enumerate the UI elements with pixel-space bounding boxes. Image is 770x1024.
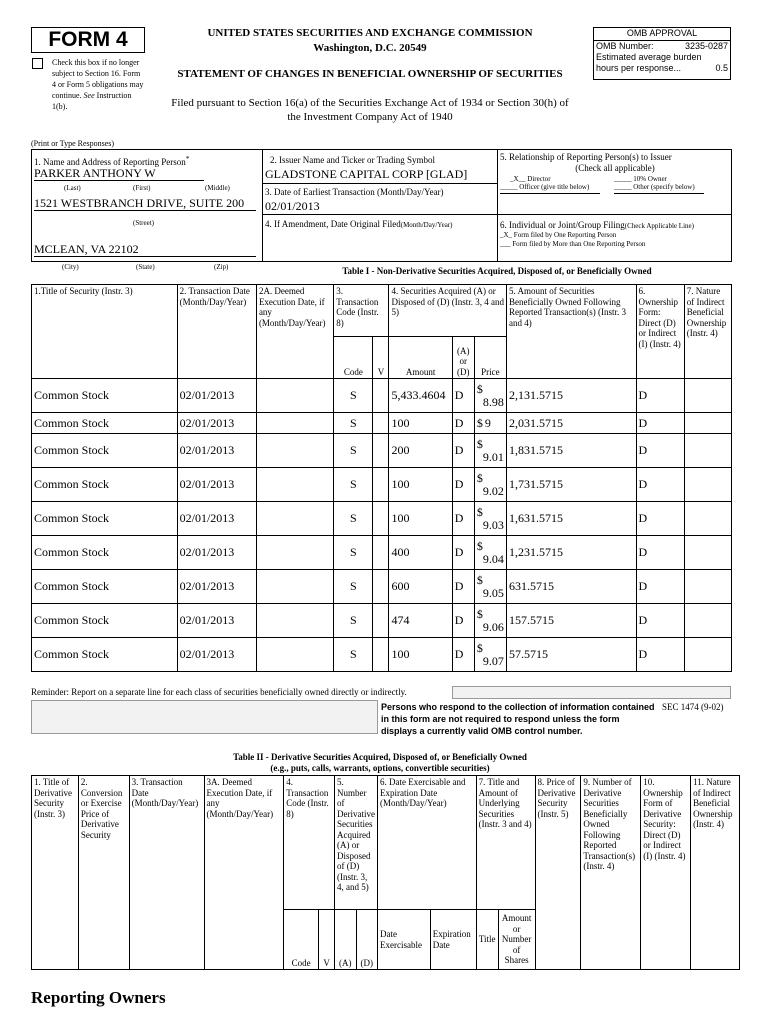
table2-sub-v: V [319,910,335,970]
city-label: (City) [62,263,79,271]
table1-cell-amount: 100 [389,502,452,536]
table1-cell-amount: 400 [389,536,452,570]
table1-cell-date: 02/01/2013 [177,638,256,672]
table2-h8: 8. Price of Derivative Security (Instr. 5) [535,776,581,970]
table1-cell-form: D [636,379,684,413]
table1-cell-owned: 1,831.5715 [506,434,636,468]
table2-sub-a: (A) [335,910,356,970]
table1-cell-deemed [256,502,333,536]
table1-cell-deemed [256,434,333,468]
table1-row [32,468,732,502]
table1-body [32,379,732,672]
table1-cell-code: S [334,413,373,434]
table1-cell-title: Common Stock [32,413,178,434]
table1-cell-nature [684,379,731,413]
omb-number-label: OMB Number: [596,41,654,51]
relationship-other[interactable]: _____ Other (specify below) [614,183,695,191]
table1-cell-v [373,379,389,413]
table1-row [32,604,732,638]
table1-cell-owned: 157.5715 [506,604,636,638]
table1-cell-form: D [636,434,684,468]
table1-cell-owned: 57.5715 [506,638,636,672]
omb-number-row [594,41,730,52]
table1-cell-date: 02/01/2013 [177,413,256,434]
table1-cell-nature [684,434,731,468]
table1-cell-owned: 2,131.5715 [506,379,636,413]
earliest-date-value: 02/01/2013 [265,199,320,213]
divider [262,214,732,215]
divider [497,149,498,262]
table1-cell-form: D [636,468,684,502]
table2-header-row [32,776,740,910]
table1-cell-nature [684,502,731,536]
table2-h3a: 3A. Deemed Execution Date, if any (Month/Day/Year) [204,776,284,970]
table1-price-symbol: $ [476,640,483,655]
omb-burden-label: Estimated average burden [596,52,702,62]
persons-notice: Persons who respond to the collection of information contained in this form are not required to respond unless the form displays a currently valid OMB control number. [381,702,655,736]
omb-approval-box [593,27,731,80]
form-title: FORM 4 [48,28,128,51]
table1-cell-form: D [636,536,684,570]
table1-cell-v [373,570,389,604]
table1-cell-v [373,638,389,672]
table1-row [32,570,732,604]
notice-field [31,700,378,734]
table1-cell-title: Common Stock [32,536,178,570]
table1-cell-amount: 100 [389,413,452,434]
table1-cell-nature [684,536,731,570]
table2-h6: 6. Date Exercisable and Expiration Date (Month/Day/Year) [378,776,477,910]
table1-cell-form: D [636,604,684,638]
table1-cell-owned: 631.5715 [506,570,636,604]
table1-cell-form: D [636,413,684,434]
table1-price-value: 9.03 [482,517,504,532]
omb-hours-row [594,63,730,74]
table1-cell-ad: D [452,570,474,604]
table1-cell-ad: D [452,468,474,502]
commission-location: Washington, D.C. 20549 [313,42,427,54]
table1-cell-code: S [334,434,373,468]
table1-cell-ad: D [452,502,474,536]
table1-row [32,638,732,672]
table1-price-symbol: $ [476,381,483,396]
individual-filing-one[interactable]: _X_ Form filed by One Reporting Person [500,231,617,239]
table1-cell-price [474,413,506,434]
table1-cell-code: S [334,638,373,672]
individual-filing-label-text: 6. Individual or Joint/Group Filing [500,220,625,230]
table1-cell-code: S [334,468,373,502]
table1-cell-amount: 474 [389,604,452,638]
table1-cell-nature [684,570,731,604]
table1-price-symbol: $ [476,504,483,519]
table1-price-value: 9 [484,415,491,430]
table1-price-symbol: $ [476,436,483,451]
no-longer-subject-checkbox[interactable] [32,58,43,69]
table1-cell-owned: 1,631.5715 [506,502,636,536]
last-label: (Last) [64,184,81,192]
table1-h2a: 2A. Deemed Execution Date, if any (Month/Day/Year) [256,285,333,379]
issuer-value: GLADSTONE CAPITAL CORP [GLAD] [265,167,468,181]
table1-cell-deemed [256,413,333,434]
table1-h5: 5. Amount of Securities Beneficially Owned Following Reported Transaction(s) (Instr. 3 and 4) [506,285,636,379]
middle-label: (Middle) [205,184,230,192]
relationship-sub: (Check all applicable) [575,163,655,173]
table1-sub-v: V [373,337,389,379]
table1-cell-v [373,604,389,638]
table1-cell-v [373,468,389,502]
table1-cell-ad: D [452,604,474,638]
table1-sub-code: Code [334,337,373,379]
table1-cell-form: D [636,638,684,672]
table2-h4: 4. Transaction Code (Instr. 8) [284,776,335,910]
zip-label: (Zip) [214,263,229,271]
table1-cell-price [474,536,506,570]
table1-cell-nature [684,638,731,672]
table1-cell-price [474,434,506,468]
table1-row [32,413,732,434]
table2-h7: 7. Title and Amount of Underlying Securities (Instr. 3 and 4) [476,776,535,910]
amendment-sub: (Month/Day/Year) [400,221,453,229]
table2-sub-d: (D) [356,910,378,970]
table1-price-value: 9.06 [482,619,504,634]
table1-cell-code: S [334,570,373,604]
reporting-name-mark: * [185,154,190,163]
relationship-director[interactable]: _X__ Director [510,175,551,183]
table1-header-row [32,285,732,337]
relationship-owner[interactable]: _____ 10% Owner [614,175,667,183]
omb-title: OMB APPROVAL [594,28,730,41]
table1-cell-amount: 5,433.4604 [389,379,452,413]
table1-price-value: 8.98 [482,394,504,409]
table2-sub-amount: Amount or Number of Shares [498,910,535,970]
table1-cell-price [474,570,506,604]
table1-price-symbol: $ [476,470,483,485]
table1-h2: 2. Transaction Date (Month/Day/Year) [177,285,256,379]
table2-h3: 3. Transaction Date (Month/Day/Year) [129,776,204,970]
relationship-label: 5. Relationship of Reporting Person(s) to Issuer [500,152,672,162]
table1-cell-v [373,434,389,468]
individual-filing-more[interactable]: ___ Form filed by More than One Reporting Person [500,240,646,248]
street-value: 1521 WESTBRANCH DRIVE, SUITE 200 [34,196,256,211]
table1-price-value: 9.07 [482,653,504,668]
omb-hours-label: hours per response... [596,63,682,73]
statement-title: STATEMENT OF CHANGES IN BENEFICIAL OWNERSHIP OF SECURITIES [177,68,563,80]
table1-cell-form: D [636,570,684,604]
officer-title-line [500,193,600,194]
table1-cell-code: S [334,502,373,536]
table1-cell-price [474,379,506,413]
reminder-field [452,686,731,699]
table1-sub-ad: (A) or (D) [452,337,474,379]
table1-sub-amount: Amount [389,337,452,379]
table1-cell-title: Common Stock [32,638,178,672]
sec-code: SEC 1474 (9-02) [662,702,724,712]
table2-sub-date-exercisable: Date Exercisable [378,910,431,970]
table1-price-symbol: $ [476,606,483,621]
table1-cell-amount: 600 [389,570,452,604]
table1-row [32,434,732,468]
table1-h6: 6. Ownership Form: Direct (D) or Indirect (I) (Instr. 4) [636,285,684,379]
table2-h2: 2. Conversion or Exercise Price of Derivative Security [78,776,129,970]
table1-price-symbol: $ [476,415,483,430]
table1-cell-title: Common Stock [32,468,178,502]
reminder-text: Reminder: Report on a separate line for each class of securities beneficially owned directly or indirectly. [31,687,407,697]
table1-cell-ad: D [452,434,474,468]
table2-h10: 10. Ownership Form of Derivative Security: Direct (D) or Indirect (I) (Instr. 4) [641,776,691,970]
table1-cell-v [373,502,389,536]
reporting-name-value: PARKER ANTHONY W [34,166,204,181]
other-specify-line [614,193,704,194]
table1-cell-ad: D [452,638,474,672]
table1-price-value: 9.04 [482,551,504,566]
table1-price-value: 9.01 [482,449,504,464]
table1-cell-deemed [256,379,333,413]
table1-row [32,536,732,570]
table1-cell-ad: D [452,379,474,413]
checkbox-see: See [83,91,95,100]
table2-sub-title: Title [476,910,498,970]
table1-title: Table I - Non-Derivative Securities Acquired, Disposed of, or Beneficially Owned [342,266,652,276]
table1-cell-deemed [256,570,333,604]
table1-cell-price [474,468,506,502]
table1-cell-title: Common Stock [32,379,178,413]
table1-cell-deemed [256,536,333,570]
table1-cell-amount: 100 [389,638,452,672]
table1-cell-date: 02/01/2013 [177,468,256,502]
table1-cell-price [474,638,506,672]
table1-cell-date: 02/01/2013 [177,536,256,570]
amendment-label [265,219,453,230]
filed-pursuant-line1: Filed pursuant to Section 16(a) of the Securities Exchange Act of 1934 or Section 30(h) of [171,97,569,109]
state-label: (State) [136,263,155,271]
table1-cell-amount: 100 [389,468,452,502]
table1-cell-code: S [334,604,373,638]
table1-cell-date: 02/01/2013 [177,570,256,604]
table1-cell-date: 02/01/2013 [177,434,256,468]
reporting-owners-title: Reporting Owners [31,988,166,1007]
table1-price-symbol: $ [476,538,483,553]
table1-cell-v [373,536,389,570]
table1-cell-title: Common Stock [32,604,178,638]
table2-sub-code: Code [284,910,319,970]
table1-h3: 3. Transaction Code (Instr. 8) [334,285,389,337]
table1-cell-deemed [256,468,333,502]
table1-cell-ad: D [452,536,474,570]
form-title-box [31,27,145,53]
table1-cell-v [373,413,389,434]
earliest-date-label: 3. Date of Earliest Transaction (Month/Day/Year) [265,187,444,197]
table2-title: Table II - Derivative Securities Acquired, Disposed of, or Beneficially Owned [233,752,527,762]
table2-sub-expiration: Expiration Date [430,910,476,970]
omb-number-value: 3235-0287 [684,41,728,51]
table1-row [32,502,732,536]
table1-cell-title: Common Stock [32,502,178,536]
checkbox-instruction-ref: Instruction 1(b). [52,91,132,111]
issuer-label: 2. Issuer Name and Ticker or Trading Symbol [270,155,435,165]
first-label: (First) [133,184,151,192]
checkbox-instructions [52,57,144,112]
table1-cell-owned: 2,031.5715 [506,413,636,434]
table1-cell-nature [684,604,731,638]
amendment-label-text: 4. If Amendment, Date Original Filed [265,219,401,229]
omb-hours-value: 0.5 [715,63,728,73]
table2-h1: 1. Title of Derivative Security (Instr. 3) [32,776,79,970]
table1-h4: 4. Securities Acquired (A) or Disposed of (D) (Instr. 3, 4 and 5) [389,285,506,337]
table1-cell-ad: D [452,413,474,434]
table1-cell-date: 02/01/2013 [177,502,256,536]
table2-h5: 5. Number of Derivative Securities Acquired (A) or Disposed of (D) (Instr. 3, 4, and 5) [335,776,378,910]
table1-cell-title: Common Stock [32,570,178,604]
table1-cell-amount: 200 [389,434,452,468]
table1-cell-date: 02/01/2013 [177,604,256,638]
table1-cell-code: S [334,536,373,570]
relationship-officer[interactable]: _____ Officer (give title below) [500,183,590,191]
divider [262,149,263,262]
table1-h7: 7. Nature of Indirect Beneficial Ownership (Instr. 4) [684,285,731,379]
checkbox-text: Check this box if no longer subject to Section 16. Form 4 or Form 5 obligations may continue. [52,58,144,100]
table2-subtitle: (e.g., puts, calls, warrants, options, convertible securities) [270,763,490,773]
table1-cell-owned: 1,231.5715 [506,536,636,570]
individual-filing-label [500,220,732,231]
commission-name: UNITED STATES SECURITIES AND EXCHANGE COMMISSION [207,27,533,39]
table1-price-symbol: $ [476,572,483,587]
table1-cell-deemed [256,604,333,638]
table1-cell-form: D [636,502,684,536]
table1-cell-date: 02/01/2013 [177,379,256,413]
table1-price-value: 9.05 [482,585,504,600]
table1-cell-owned: 1,731.5715 [506,468,636,502]
table1-cell-nature [684,413,731,434]
table1 [31,284,732,672]
table2 [31,775,740,970]
table1-cell-code: S [334,379,373,413]
table1-price-value: 9.02 [482,483,504,498]
table1-cell-title: Common Stock [32,434,178,468]
filed-pursuant-line2: the Investment Company Act of 1940 [287,111,453,123]
table1-cell-price [474,502,506,536]
reporting-name-label-text: 1. Name and Address of Reporting Person [34,157,186,167]
table1-cell-nature [684,468,731,502]
print-note: (Print or Type Responses) [31,139,115,148]
table2-h11: 11. Nature of Indirect Beneficial Ownership (Instr. 4) [691,776,740,970]
table1-cell-price [474,604,506,638]
city-value: MCLEAN, VA 22102 [34,242,256,257]
table1-h1: 1.Title of Security (Instr. 3) [32,285,178,379]
individual-filing-sub: (Check Applicable Line) [624,222,694,230]
table1-row [32,379,732,413]
table2-h9: 9. Number of Derivative Securities Beneficially Owned Following Reported Transaction(s) (Instr. 4) [581,776,641,970]
street-label: (Street) [133,219,154,227]
divider [262,183,497,184]
table1-sub-price: Price [474,337,506,379]
table1-cell-deemed [256,638,333,672]
